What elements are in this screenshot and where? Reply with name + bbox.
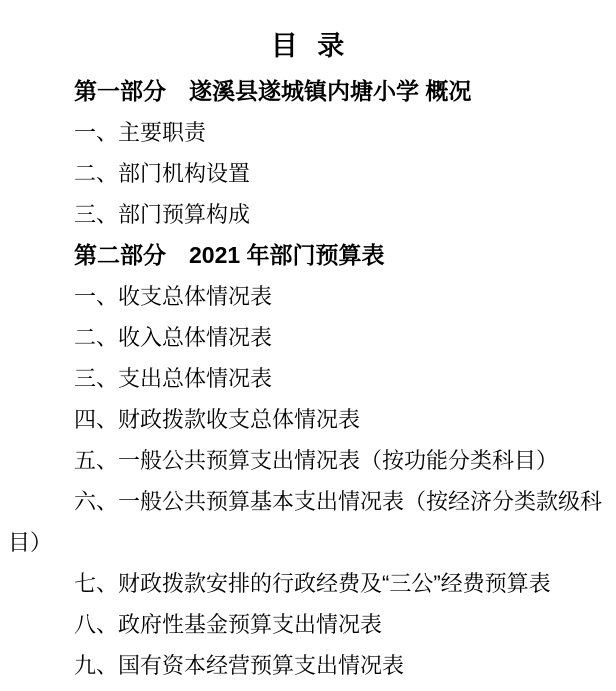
toc-section-heading: 第一部分 遂溪县遂城镇内塘小学 概况 [74, 78, 472, 104]
toc-list [8, 71, 608, 686]
toc-item: 三、支出总体情况表 [74, 366, 273, 391]
toc-item: 一、主要职责 [74, 120, 207, 145]
toc-item: 二、部门机构设置 [74, 161, 251, 186]
document-title: 目 录 [270, 31, 346, 61]
toc-item: 六、一般公共预算基本支出情况表（按经济分类款级科 [74, 489, 603, 514]
toc-item: 三、部门预算构成 [74, 202, 251, 227]
toc-item: 七、财政拨款安排的行政经费及“三公”经费预算表 [74, 571, 551, 596]
toc-item: 八、政府性基金预算支出情况表 [74, 612, 383, 637]
toc-item: 一、收支总体情况表 [74, 284, 273, 309]
toc-item: 五、一般公共预算支出情况表（按功能分类科目） [74, 448, 559, 473]
toc-section-heading: 第二部分 2021 年部门预算表 [74, 242, 385, 268]
toc-item: 二、收入总体情况表 [74, 325, 273, 350]
toc-item: 九、国有资本经营预算支出情况表 [74, 653, 405, 678]
toc-item: 四、财政拨款收支总体情况表 [74, 407, 361, 432]
toc-item-continuation: 目） [8, 530, 53, 555]
